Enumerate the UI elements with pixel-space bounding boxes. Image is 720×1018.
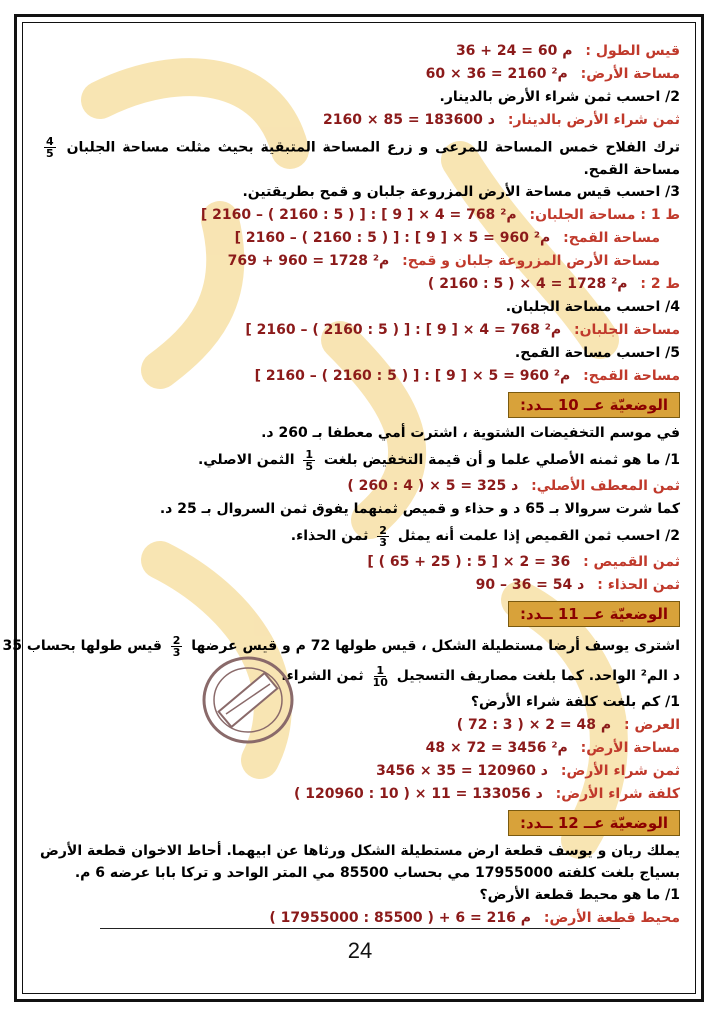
answer-label: كلفة شراء الأرض:: [555, 786, 680, 802]
question-text: 2/ احسب ثمن شراء الأرض بالدينار.: [439, 89, 680, 105]
question-text-b: الثمن الاصلي.: [197, 452, 295, 468]
answer-calc: ( 17955000 : 85500 ) + 6 = 216 م: [269, 910, 531, 926]
answer-calc: 90 – 36 = 54 د: [475, 577, 585, 593]
question-text: 5/ احسب مساحة القمح.: [514, 345, 680, 361]
question-text: 1/ ما هو محيط قطعة الأرض؟: [479, 887, 680, 903]
statement-text-b: ثمن الشراء.: [281, 668, 364, 684]
answer-line: [40, 760, 680, 783]
question-line: [40, 86, 680, 109]
answer-line: [40, 714, 680, 737]
denominator: 3: [172, 645, 181, 659]
line-label: قيس الطول :: [585, 43, 680, 59]
question-text: 4/ احسب مساحة الجلبان.: [505, 299, 680, 315]
question-text-a: 1/ ما هو ثمنه الأصلي علما و أن قيمة التخفيض بلغت: [323, 452, 680, 468]
calc-line: [40, 365, 680, 388]
line-label: مساحة القمح:: [563, 230, 660, 246]
answer-calc: ( 120960 : 10 ) × 11 = 133056 د: [294, 786, 543, 802]
fraction: [171, 635, 183, 658]
answer-label: ثمن القميص :: [583, 554, 680, 570]
question-text-b: ثمن الحذاء.: [290, 528, 369, 544]
line-calc: 2160 × 85 = 183600 د: [323, 112, 495, 128]
answer-line: [40, 737, 680, 760]
question-line: [40, 342, 680, 365]
answer-label: مساحة الأرض:: [580, 740, 680, 756]
line-label: مساحة الأرض:: [580, 66, 680, 82]
answer-label: ثمن شراء الأرض:: [560, 763, 680, 779]
line-label: مساحة الجلبان:: [573, 322, 680, 338]
line-calc: [ 2160 – ( 2160 : 5 ) ] : [ 9 ] × 5 = 960 م²: [234, 230, 551, 246]
page-number: 24: [347, 938, 373, 963]
problem-statement: [40, 661, 680, 691]
document-body: [2, 40, 680, 926]
problem-statement: [40, 498, 680, 521]
line-label: مساحة الأرض المزروعة جلبان و قمح:: [402, 253, 660, 269]
area-line: [40, 63, 680, 86]
footer-rule: [100, 928, 620, 929]
question-line: [40, 884, 680, 907]
answer-label: محيط قطعة الأرض:: [543, 910, 680, 926]
numerator: 2: [379, 523, 387, 537]
answer-label: ثمن المعطف الأصلي:: [531, 478, 680, 494]
answer-line: [40, 783, 680, 806]
answer-line: [40, 907, 680, 930]
numerator: 1: [376, 663, 385, 677]
answer-label: العرض :: [624, 717, 680, 733]
question-line: [40, 521, 680, 551]
line-label: مساحة القمح:: [583, 368, 680, 384]
statement-text-b: مساحة القمح.: [583, 162, 680, 178]
numerator: 4: [46, 135, 54, 148]
line-label: ط 2 :: [640, 276, 680, 292]
calc-line: [40, 227, 680, 250]
statement-text-b: قيس طولها بحساب 35: [2, 638, 162, 654]
problem-statement: [2, 631, 680, 661]
question-line: [40, 445, 680, 475]
question-line: [40, 296, 680, 319]
answer-calc: ( 72 : 3 ) × 2 = 48 م: [456, 717, 612, 733]
line-label: ثمن شراء الأرض بالدينار:: [507, 112, 680, 128]
line-calc: 769 + 960 = 1728 م²: [227, 253, 390, 269]
answer-calc: 3456 × 35 = 120960 د: [376, 763, 548, 779]
section-banner-10: الوضعيّة عــ 10 ــدد:: [508, 392, 680, 418]
length-line: [40, 40, 680, 63]
numerator: 1: [305, 447, 314, 461]
answer-line: [40, 551, 680, 574]
calc-line: [40, 204, 680, 227]
fraction: [303, 449, 315, 472]
section-banner-12: الوضعيّة عــ 12 ــدد:: [508, 810, 680, 836]
statement-text-a: ترك الفلاح خمس المساحة للمرعى و زرع المساحة المتبقية بحيث مثلت مساحة الجلبان: [66, 139, 680, 156]
denominator: 5: [305, 459, 314, 473]
question-line: [40, 691, 680, 714]
price-line: [40, 109, 680, 132]
statement-text: يملك ريان و يوسف قطعة ارض مستطيلة الشكل ورثاها عن ابيهما. أحاط الاخوان قطعة الأرض بسياج بلغت كلفته 17955000 مي بحساب 85500 مي المتر الواحد و تركا بابا عرضه 6 م.: [40, 843, 680, 881]
fraction: [377, 525, 389, 548]
denominator: 3: [379, 535, 387, 549]
statement-text: في موسم التخفيضات الشتوية ، اشترت أمي معطفا بـ 260 د.: [261, 425, 680, 441]
question-line: [40, 181, 680, 204]
statement-text-a: د الم² الواحد. كما بلغت مصاريف التسجيل: [396, 668, 680, 684]
statement-text-a: اشترى يوسف أرضا مستطيلة الشكل ، قيس طولها 72 م و قيس عرضها: [191, 638, 680, 654]
line-calc: [ 2160 – ( 2160 : 5 ) ] : [ 9 ] × 4 = 768 م²: [245, 322, 562, 338]
answer-line: [40, 574, 680, 597]
section-banner-11: الوضعيّة عــ 11 ــدد:: [508, 601, 680, 627]
question-text: 3/ احسب قيس مساحة الأرض المزروعة جلبان و قمح بطريقتين.: [242, 184, 680, 200]
answer-label: ثمن الحذاء :: [597, 577, 680, 593]
calc-line: [40, 273, 680, 296]
line-calc: ( 2160 : 5 ) × 4 = 1728 م²: [427, 276, 628, 292]
answer-line: [40, 475, 680, 498]
line-calc: 60 × 36 = 2160 م²: [425, 66, 568, 82]
problem-statement: [40, 422, 680, 445]
stamp-image: [200, 654, 296, 746]
problem-statement: [40, 136, 680, 181]
answer-calc: 48 × 72 = 3456 م²: [425, 740, 568, 756]
fraction: [44, 136, 56, 159]
problem-statement: [40, 840, 680, 884]
statement-text: كما شرت سروالا بـ 65 د و حذاء و قميص ثمنهما يفوق ثمن السروال بـ 25 د.: [159, 501, 680, 517]
line-calc: [ 2160 – ( 2160 : 5 ) ] : [ 9 ] × 4 = 768 م²: [200, 207, 517, 223]
question-text: 1/ كم بلغت كلفة شراء الأرض؟: [470, 694, 680, 710]
answer-calc: [ ( 65 + 25 ) : 5 ] × 2 = 36: [367, 554, 571, 570]
calc-line: [40, 250, 680, 273]
denominator: 5: [46, 147, 54, 160]
numerator: 2: [172, 633, 181, 647]
calc-line: [40, 319, 680, 342]
line-label: ط 1 : مساحة الجلبان:: [529, 207, 680, 223]
fraction: [373, 665, 388, 688]
line-calc: 36 + 24 = 60 م: [455, 43, 573, 59]
denominator: 10: [372, 675, 388, 689]
line-calc: [ 2160 – ( 2160 : 5 ) ] : [ 9 ] × 5 = 960 م²: [254, 368, 571, 384]
answer-calc: ( 260 : 4 ) × 5 = 325 د: [347, 478, 519, 494]
question-text-a: 2/ احسب ثمن القميص إذا علمت أنه يمثل: [397, 528, 680, 544]
